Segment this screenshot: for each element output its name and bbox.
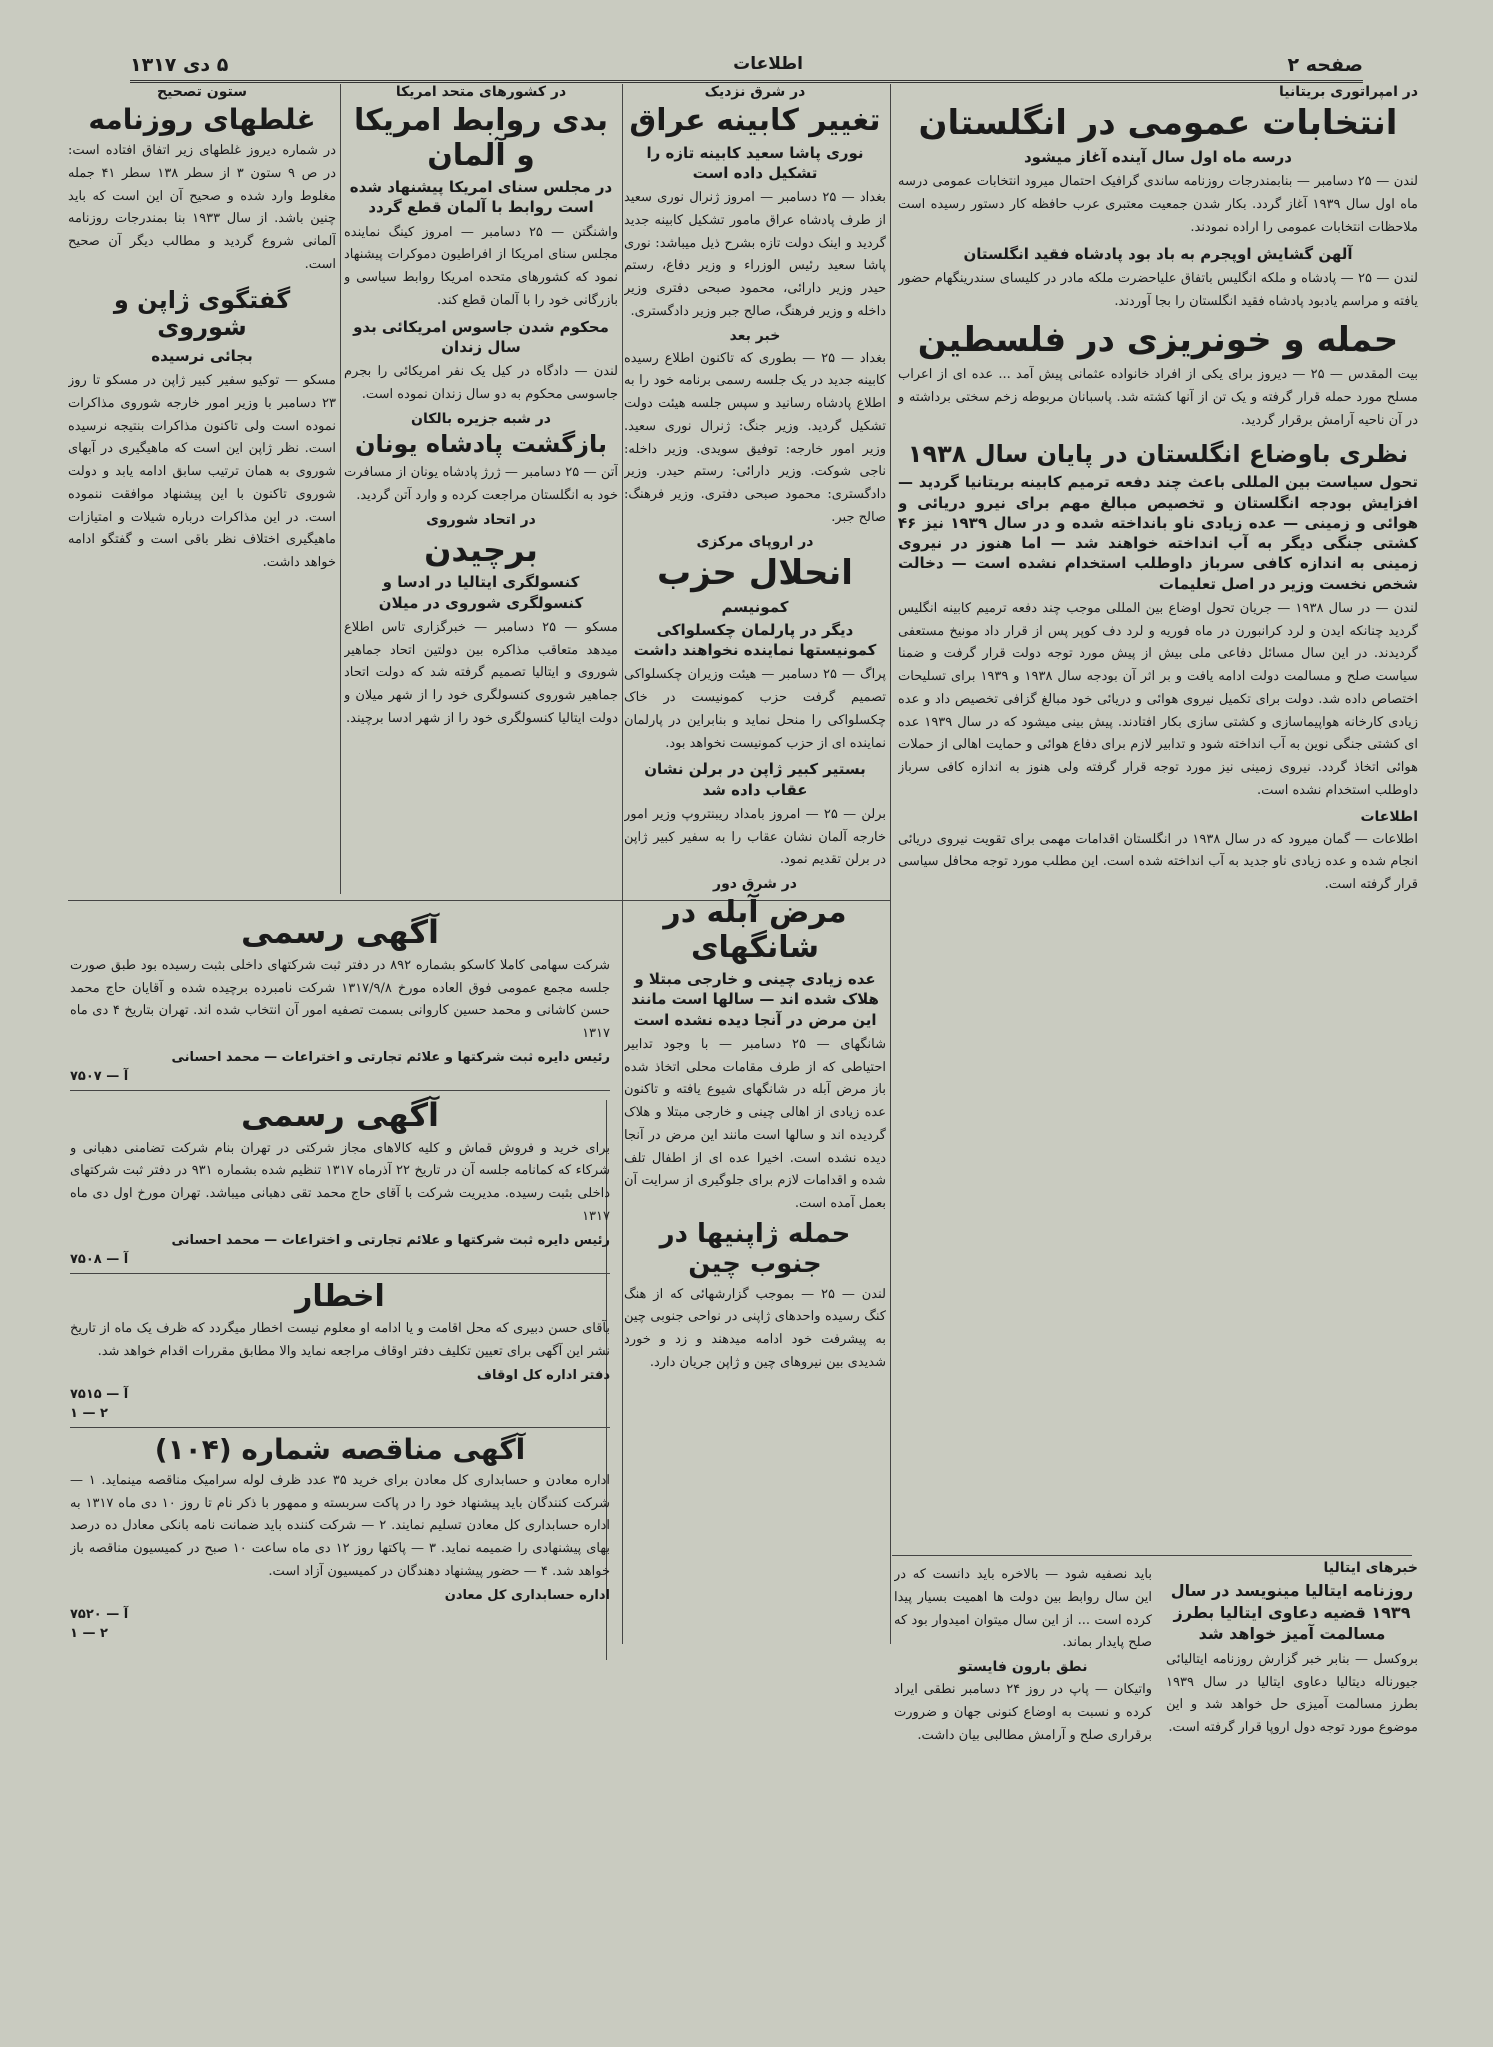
article-palestine: بیت المقدس — ۲۵ — دیروز برای یکی از افراد خانواده عثمانی پیش آمد ... عده ای از اعراب مسلح مورد حمله قرار گرفته و یک تن از آنها کشته شد. پاسبانان مربوطه زخم سختی برداشته و در آن ناحیه آرامش برقرار گردید. xyxy=(898,367,1418,428)
subhead-iraq: نوری پاشا سعید کابینه تازه را تشکیل داده است xyxy=(646,143,864,182)
ad-warning-code: آ — ۷۵۱۵ xyxy=(70,1386,129,1402)
ad-warning-signature: دفتر اداره کل اوقاف xyxy=(476,1367,610,1383)
ad-official-1-signature: رئیس دایره ثبت شرکتها و علائم تجارتی و اختراعات — محمد احسانی xyxy=(171,1049,610,1065)
page-number: صفحه ۲ xyxy=(1287,54,1363,76)
section-kicker: خبر بعد xyxy=(729,327,781,344)
section-kicker: در کشورهای متحد امریکا xyxy=(395,84,567,100)
section-kicker: اطلاعات xyxy=(1360,808,1418,825)
article-iraq: بغداد — ۲۵ دسامبر — امروز ژنرال نوری سعید از طرف پادشاه عراق مامور تشکیل کابینه جدید گردید و اینک دولت تازه بشرح ذیل میباشد: نوری پاشا سعید رئیس الوزراء و وزیر دفاع، رستم حیدر وزیر دارائی، محمود صبحی دفتری وزیر داخله و وزیر فرهنگ، صالح جبر وزیر دادگستری. xyxy=(624,190,886,319)
column-1 xyxy=(898,84,1418,1554)
ad-official-1-text: شرکت سهامی کاملا کاسکو بشماره ۸۹۲ در دفتر ثبت شرکتهای داخلی بثبت رسیده بود طبق صورت جلسه مجمع عمومی فوق العاده مورخ ۱۳۱۷/۹/۸ شرکت نامبرده برچیده شده و آقایان حاج محمد حسن کاشانی و محمد حسین کاروانی بسمت تصفیه امور آن انتخاب شده اند. تهران بتاریخ ۴ دی ماه ۱۳۱۷ xyxy=(70,957,610,1042)
issue-date: ۵ دی ۱۳۱۷ xyxy=(130,54,229,76)
article-japan-medal: برلن — ۲۵ — امروز بامداد ریبنتروپ وزیر امور خارجه آلمان نشان عقاب را به سفیر کبیر ژاپن در برلن تقدیم نمود. xyxy=(624,806,886,868)
article-smallpox: شانگهای — ۲۵ دسامبر — با وجود تدابیر احتیاطی که از طرف مقامات محلی اتخاذ شده باز مرض آبله در شانگهای شیوع یافته و تاکنون عده زیادی از اهالی چینی و خارجی مبتلا و هلاک گردیده اند و سالها است مانند این مرض در آنجا دیده نشده است. اخیرا عده ای از اطفال تلف شده و اقدامات لازم برای جلوگیری از سرایت آن بعمل آمده است. xyxy=(624,1036,886,1212)
ad-official-2-code: آ — ۷۵۰۸ xyxy=(70,1251,129,1267)
subhead-communism: کمونیسم xyxy=(721,597,789,616)
article-peace: باید نصفیه شود — بالاخره باید دانست که در این سال روابط بین دولت ها اهمیت بسیار پیدا کرده است ... از این سال میتوان امیدوار بود که صلح پایدار بماند. xyxy=(894,1567,1152,1651)
headline-us-germany: بدی روابط امریکا و آلمان xyxy=(353,103,609,173)
section-kicker: در شرق نزدیک xyxy=(704,84,806,100)
column-3 xyxy=(344,84,618,894)
section-kicker: در امپراتوری بریتانیا xyxy=(1278,84,1418,100)
headline-england-1938: نظری باوضاع انگلستان در پایان سال ۱۹۳۸ xyxy=(907,439,1409,468)
ad-separator xyxy=(70,1273,610,1274)
ad-tender-number: ۲ — ۱ xyxy=(70,1625,108,1641)
column-rule xyxy=(340,84,341,894)
article-south-china: لندن — ۲۵ — بموجب گزارشهائی که از هنگ کنگ رسیده واحدهای ژاپنی در نواحی جنوبی چین به پیشرفت خود ادامه میدهند و زد و خورد شدیدی بین نیروهای چین و ژاپن جریان دارد. xyxy=(624,1286,886,1370)
article-italy: بروکسل — بنابر خبر گزارش روزنامه ایتالیائی جیورناله دیتالیا دعاوی ایتالیا در سال ۱۹۳۹ بطرز مسالمت آمیزی حل خواهد شد و این موضوع مورد توجه دول اروپا قرار گرفته است. xyxy=(1166,1651,1418,1736)
column-2 xyxy=(624,84,886,1964)
section-kicker: در شبه جزیره بالکان xyxy=(411,410,551,427)
section-kicker: نطق بارون فایستو xyxy=(958,1659,1088,1675)
subhead-elections: درسه ماه اول سال آینده آغاز میشود xyxy=(1023,148,1292,167)
ad-tender-title: آگهی مناقصه شماره (۱۰۴) xyxy=(154,1432,526,1466)
article-japan-soviet: مسکو — توکیو سفیر کبیر ژاپن در مسکو تا روز ۲۳ دسامبر با وزیر امور خارجه شوروی مذاکرات نموده است ولی تاکنون مذاکرات بنتیجه نرسیده است. نظر ژاپن این است که ماهیگیری در آبهای شوروی به همان ترتیب سابق ادامه یابد و دولت شوروی تاکنون با این پیشنهاد موافقت ننموده است. در این مذاکرات درباره شیلات و امتیازات ماهیگیری اختلاف نظر باقی است و گفتگو ادامه خواهد داشت. xyxy=(68,373,336,571)
headline-consulates: برچیدن xyxy=(424,530,538,569)
article-bottom-left xyxy=(894,1560,1152,1990)
article-elections: لندن — ۲۵ دسامبر — بنابمندرجات روزنامه ساندی گرافیک احتمال میرود انتخابات عمومی درسه ماه اول سال ۱۹۳۹ آغاز گردد. بکار شدن جمعیت معتبری عرب حافظه کار دستور رسیده است ملاحظات انتخابات عمومی را اراده نمودند. xyxy=(898,174,1418,235)
column-rule xyxy=(622,84,623,1644)
subhead-consulates: کنسولگری ایتالیا در ادسا و کنسولگری شوروی در میلان xyxy=(378,573,584,612)
subhead-memorial: آلهن گشایش اوپجرم به باد بود پادشاه فقید انگلستان xyxy=(963,244,1353,263)
section-kicker: در شرق دور xyxy=(713,876,797,893)
ad-tender-code: آ — ۷۵۲۰ xyxy=(70,1606,129,1622)
ad-official-1-code: آ — ۷۵۰۷ xyxy=(70,1068,129,1084)
column-4 xyxy=(68,84,336,894)
headline-iraq: تغییر کابینه عراق xyxy=(629,103,881,138)
ad-separator xyxy=(70,1090,610,1091)
headline-palestine: حمله و خونریزی در فلسطین xyxy=(917,320,1399,361)
page-header xyxy=(130,50,1363,83)
headline-smallpox: مرض آبله در شانگهای xyxy=(663,895,847,965)
ad-tender-text: اداره معادن و حسابداری کل معادن برای خرید ۳۵ عدد ظرف لوله سرامیک مناقصه مینماید. ۱ — شرکت کنندگان باید پیشنهاد خود را در پاکت سربسته و ممهور با ذکر نام تا روز ۱۰ دی ماه ۱۳۱۷ به اداره حسابداری کل معادن تسلیم نمایند. ۲ — شرکت کننده باید ضمانت نامه بانکی معادل ده درصد بهای پیشنهادی را ضمیمه نماید. ۳ — پاکتها روز ۱۲ دی ماه ساعت ۱۰ صبح در کمیسیون مناقصه باز خواهد شد. ۴ — حضور پیشنهاد دهندگان در کمیسیون آزاد است. xyxy=(70,1472,610,1579)
subhead-japan-medal: بستیر کبیر ژاپن در برلن نشان عقاب داده شد xyxy=(644,760,866,799)
article-memorial: لندن — ۲۵ — پادشاه و ملکه انگلیس باتفاق علیاحضرت ملکه مادر در کلیسای سندرینگهام حضور یافته و مراسم یادبود پادشاه فقید انگلستان را بجا آوردند. xyxy=(898,270,1418,309)
subhead-parliament: دیگر در پارلمان چکسلواکی کمونیستها نماینده نخواهند داشت xyxy=(633,620,877,660)
article-us-germany: واشنگتن — ۲۵ دسامبر — امروز کینگ نماینده مجلس سنای امریکا از افراطیون دموکرات پیشنهاد نمود که کشورهای متحده امریکا روابط سیاسی و بازرگانی خود را با آلمان قطع کند. xyxy=(344,224,618,308)
headline-elections: انتخابات عمومی در انگلستان xyxy=(918,103,1398,143)
subhead-japan-soviet: بجائی نرسیده xyxy=(151,346,253,365)
section-kicker: خبرهای ایتالیا xyxy=(1323,1560,1418,1576)
paper-name: اطلاعات xyxy=(733,54,803,74)
ad-separator xyxy=(70,1427,610,1428)
ad-official-2-title: آگهی رسمی xyxy=(241,1095,439,1134)
headline-party: انحلال حزب xyxy=(657,552,853,593)
subhead-spy: محکوم شدن جاسوس امریکائی بدو سال زندان xyxy=(353,317,609,356)
article-consulates: مسکو — ۲۵ دسامبر — خبرگزاری تاس اطلاع میدهد متعاقب مذاکره بین دولتین اتحاد جماهیر شوروی و ایتالیا تصمیم گرفته شد که دولت اتحاد جماهیر شوروی کنسولگری خود را از شهر میلان و دولت ایتالیا کنسولگری خود را از شهر ادسا برچیند. xyxy=(344,619,618,726)
ad-official-2-text: برای خرید و فروش قماش و کلیه کالاهای مجاز شرکتی در تهران بنام شرکت تضامنی دهبانی و شرکاء که کمانامه جلسه آن در تاریخ ۲۲ آذرماه ۱۳۱۷ تنظیم شده بشماره ۹۳۱ در دفتر ثبت شرکتهای داخلی بثبت رسیده. مدیریت شرکت با آقای حاج محمد تقی دهبانی میباشد. تهران مورخ اول دی ماه ۱۳۱۷ xyxy=(70,1140,610,1224)
article-communism: پراگ — ۲۵ دسامبر — هیئت وزیران چکسلواکی تصمیم گرفت حزب کمونیست در خاک چکسلواکی را منحل نماید و بنابراین در پارلمان نماینده ای از حزب کمونیست نخواهد بود. xyxy=(624,667,886,751)
section-kicker: در اتحاد شوروی xyxy=(426,511,536,528)
headline-south-china: حمله ژاپنیها در جنوب چین xyxy=(659,1218,851,1279)
headline-japan-soviet: گفتگوی ژاپن و شوروی xyxy=(113,285,291,342)
column-rule xyxy=(890,84,891,1644)
headline-corrections: غلطهای روزنامه xyxy=(88,103,316,136)
article-iraq-cabinet: بغداد — ۲۵ — بطوری که تاکنون اطلاع رسیده کابینه جدید در یک جلسه رسمی برنامه خود را به اطلاع پادشاه رسانید و سپس جلسه هیئت دولت تشکیل گردید. وزیر جنگ: ژنرال نوری سعید. وزیر امور خارجه: توفیق سویدی. وزیر داخله: ناجی شوکت. وزیر دارائی: رستم حیدر. وزیر دادگستری: محمود صبحی دفتری. وزیر فرهنگ: صالح جبر. xyxy=(624,350,886,525)
ad-official-1-title: آگهی رسمی xyxy=(241,913,439,951)
ad-warning-title: اخطار xyxy=(295,1278,385,1314)
headline-italy: روزنامه ایتالیا مینویسد در سال ۱۹۳۹ قضیه دعاوی ایتالیا بطرز مسالمت آمیز خواهد شد xyxy=(1170,1581,1414,1644)
article-corrections: در شماره دیروز غلطهای زیر اتفاق افتاده است: در ص ۹ ستون ۳ از سطر ۱۳۸ سطر ۴۱ جمله مغلوط وارد شده و صحیح آن این است که باید چنین باشد. از سال ۱۹۳۳ بنا بمندرجات روزنامه آلمانی شروع گردید و مطالب دیگر آن صحیح است. xyxy=(68,143,336,272)
article-spy: لندن — دادگاه در کیل یک نفر امریکائی را بجرم جاسوسی محکوم به دو سال زندان نموده است. xyxy=(344,364,618,402)
article-navy: اطلاعات — گمان میرود که در سال ۱۹۳۸ در انگلستان اقدامات مهمی برای تقویت نیروی دریائی انجام شده و عده زیادی ناو جدید به آب انداخته شده است. این مطلب مورد توجه محافل سیاسی قرار گرفته است. xyxy=(898,831,1418,893)
article-bottom-right xyxy=(1166,1560,1418,1990)
section-kicker: در اروپای مرکزی xyxy=(696,533,814,550)
article-greek-king: آتن — ۲۵ دسامبر — ژرژ پادشاه یونان از مسافرت خود به انگلستان مراجعت کرده و وارد آتن گردید. xyxy=(344,465,618,503)
row-rule xyxy=(892,1555,1412,1556)
ad-official-2-signature: رئیس دایره ثبت شرکتها و علائم تجارتی و اختراعات — محمد احسانی xyxy=(171,1232,610,1248)
article-vatican: واتیکان — پاپ در روز ۲۴ دسامبر نطقی ایراد کرده و نسبت به اوضاع کنونی جهان و ضرورت برقراری صلح و آرامش مطالبی بیان داشت. xyxy=(894,1682,1152,1743)
subhead-smallpox: عده زیادی چینی و خارجی مبتلا و هلاک شده اند — سالها است مانند این مرض در آنجا دیده نشده است xyxy=(631,970,879,1029)
ad-tender-signature: اداره حسابداری کل معادن xyxy=(444,1587,610,1603)
ad-warning-text: بآقای حسن دبیری که محل اقامت و یا ادامه او معلوم نیست اخطار میگردد که ظرف یک ماه از تاریخ نشر این آگهی برای تعیین تکلیف دفتر اوقاف مراجعه نماید والا مطابق مقررات اقدام خواهد شد. xyxy=(70,1321,610,1359)
lead-england-1938: تحول سیاست بین المللی باعث چند دفعه ترمیم کابینه بریتانیا گردید — افزایش بودجه انگلستان و تخصیص مبالغ مهم برای نیرو دریائی و هوائی و زمینی — عده زیادی ناو بانداخته شده و در سال ۱۹۳۹ نیز ۴۶ کشتی جنگی دیگر به آب انداخته خواهند شد — اما هنوز در نیروی زمینی به اندازه کافی سرباز داوطلب استخدام نشده است — دخالت شخص نخست وزیر در اصل تعلیمات xyxy=(898,473,1418,593)
subhead-us-germany: در مجلس سنای امریکا پیشنهاد شده است روابط با آلمان قطع گردد xyxy=(349,178,613,217)
headline-greek-king: بازگشت پادشاه یونان xyxy=(354,429,608,458)
ads-region xyxy=(70,910,610,2000)
article-england-1938: لندن — در سال ۱۹۳۸ — جریان تحول اوضاع بین المللی موجب چند دفعه ترمیم کابینه انگلیس گردید چنانکه ایدن و لرد کرانبورن در ماه فوریه و لرد دف کوپر پس از قرار داد مونیخ مستعفی گردیدند. در این سال مسائل دفاعی ملی بیش از پیش مورد توجه دولت قرار گرفت و ضمنا سیاست صلح و مسالمت دولت ادامه یافت و بر اثر آن بودجه سال ۱۹۳۸ و ۱۹۳۹ برای تسلیحات اختصاص داده شد. دولت برای تکمیل نیروی هوائی و دریائی خود مبالغ گزافی تخصیص داد و عده زیادی کارخانه هواپیماسازی و کشتی سازی بکار افتادند. پیش بینی میشود که در سال ۱۹۳۹ عده ای کشتی جنگی نوین به آب انداخته شود و تدابیر لازم برای دفاع هوائی و حمایت اهالی از حملات هوائی اتخاذ گردد. نیروی زمینی نیز مورد توجه قرار گرفته ولی هنوز به اندازه کافی سرباز داوطلب استخدام نشده است. xyxy=(898,600,1418,798)
section-kicker: ستون تصحیح xyxy=(156,84,248,100)
ad-warning-number: ۲ — ۱ xyxy=(70,1405,108,1421)
